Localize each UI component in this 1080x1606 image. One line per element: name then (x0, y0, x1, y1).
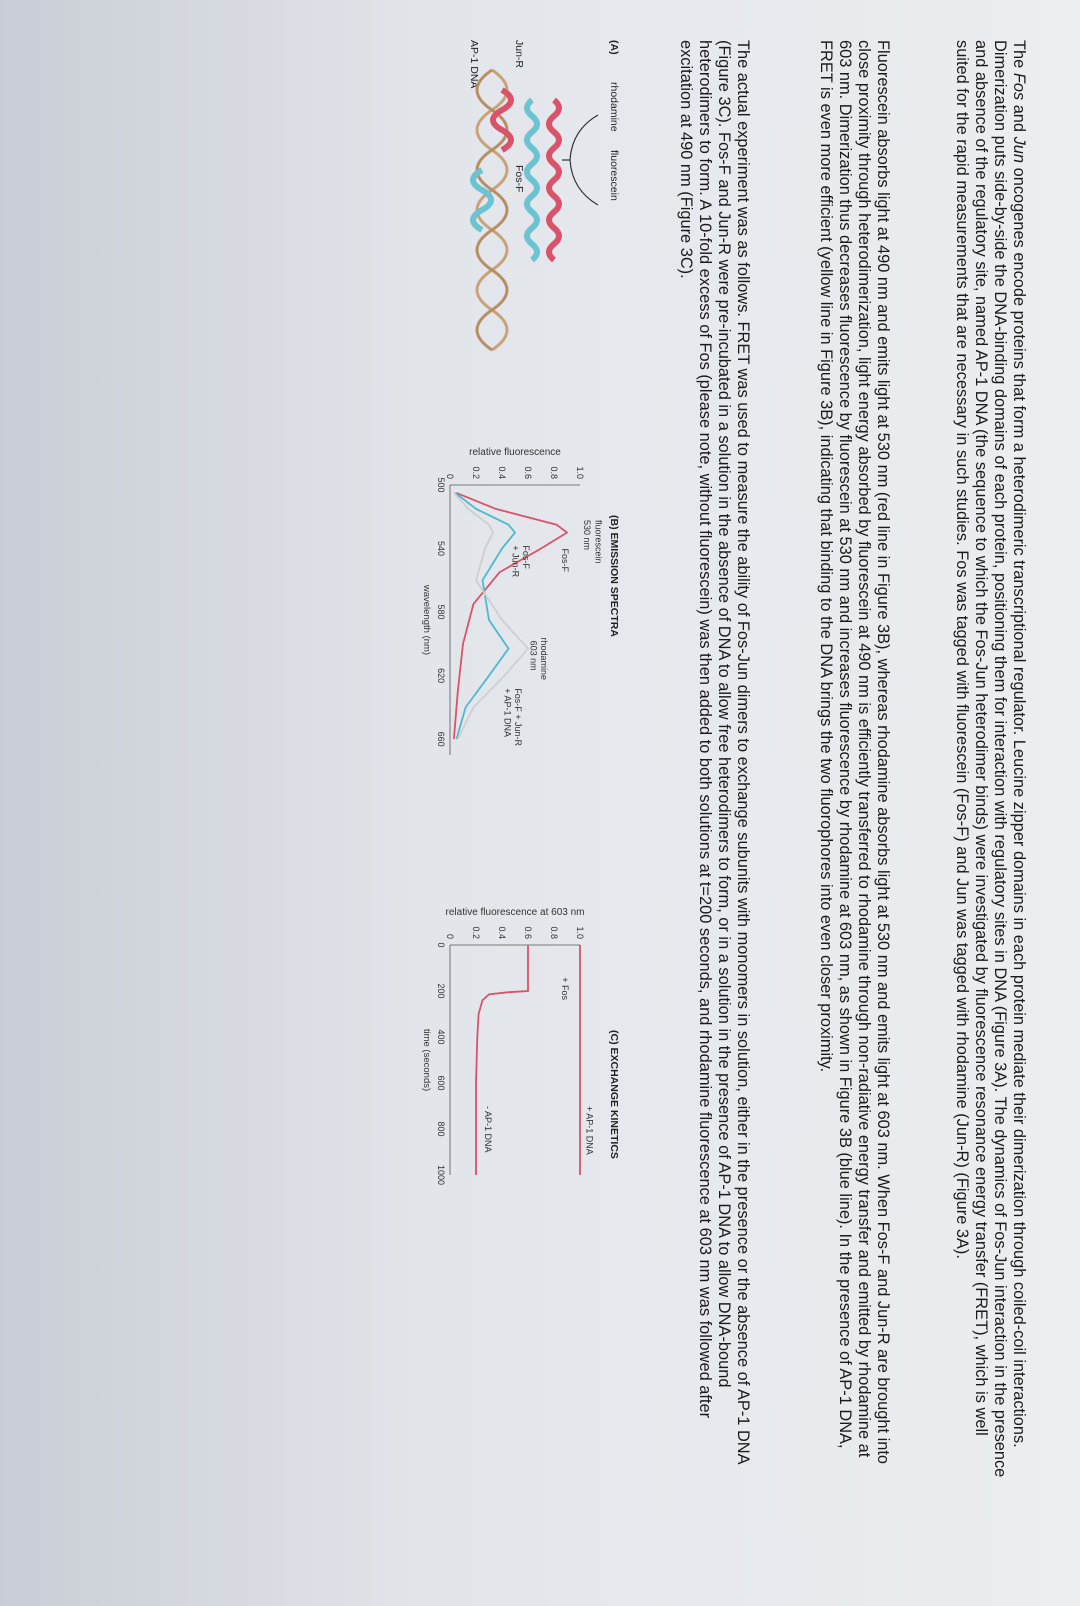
y-tick-label: 0.4 (497, 466, 507, 479)
fos-f-label: Fos-F (513, 165, 525, 193)
ann-fos-jun-1: Fos-F (520, 545, 531, 569)
y-tick-label: 0.6 (523, 926, 533, 939)
rhodamine-label: rhodamine (608, 82, 620, 132)
exchange-kinetics-chart (420, 900, 610, 1200)
x-tick-label: 580 (436, 604, 446, 620)
paragraph-experiment: The actual experiment was as follows. FRET was used to measure the ability of Fos-Jun dimers to exchange subunits with monomers in solution, either in the presence or the absence of AP-1 DNA (Figure 3C). Fos-F and Jun-R were pre-incubated in a solution in the absence of DNA to allow free heterodimers to form, or in a solution in the presence of AP-1 DNA to allow DNA-bound heterodimers to form. A 10-fold excess of Fos (please note, without fluorescein) was then added to both solutions at t=200 seconds, and rhodamine fluorescence at 603 nm was followed after excitation at 490 nm (Figure 3C). (677, 40, 752, 1464)
ann-dna-1: Fos-F + Jun-R (513, 688, 523, 747)
y-axis-label: relative fluorescence at 603 nm (445, 907, 585, 918)
intro-fos-italic: Fos (1010, 72, 1028, 101)
x-tick-label: 600 (436, 1075, 446, 1091)
x-tick-label: 500 (436, 477, 446, 493)
ann-plus-fos: + Fos (559, 977, 570, 1000)
y-axis-label: relative fluorescence (469, 447, 561, 458)
y-tick-label: 0.8 (549, 926, 559, 939)
ann-fluorescein-nm: 530 nm (581, 519, 592, 550)
y-tick-label: 1.0 (575, 466, 585, 479)
ann-dna-2: + AP-1 DNA (502, 688, 513, 738)
x-tick-label: 800 (436, 1121, 446, 1137)
y-tick-label: 0.2 (471, 466, 481, 479)
y-tick-label: 0 (445, 473, 455, 479)
x-tick-label: 1000 (436, 1164, 446, 1186)
y-tick-label: 0.8 (549, 466, 559, 479)
y-tick-label: 1.0 (575, 926, 585, 939)
ap1-dna-label: AP-1 DNA (468, 40, 480, 89)
y-tick-label: 0.6 (523, 466, 533, 479)
intro-jun-italic: Jun (1010, 136, 1028, 164)
y-tick-label: 0.2 (471, 926, 481, 939)
ann-plus-ap1-dna: + AP-1 DNA (584, 1106, 595, 1155)
y-tick-label: 0 (445, 933, 455, 939)
jun-r-label: Jun-R (513, 40, 525, 69)
x-axis-label: wavelength (nm) (421, 584, 432, 656)
paragraph-intro (952, 40, 1028, 1480)
intro-text-3: oncogenes encode proteins that form a heterodimeric transcriptional regulator. Leucine zipper domains in each protein mediate their dimerization through coiled-coil interactions. Dimerization puts side-by-side the DNA-binding domains of each protein, positioning them for interaction with regulatory sites in DNA (Figure 3A). The dynamics of Fos-Jun interaction in the presence and absence of the regulatory site, named AP-1 DNA (the sequence to which the Fos-Jun heterodimer binds) were investigated by fluorescence resonance energy transfer (FRET), which is well suited for the rapid measurements that are necessary in such studies. Fos was tagged with fluorescein (Fos-F) and Jun was tagged with rhodamine (Jun-R) (Figure 3A). (953, 40, 1028, 1478)
emission-spectra-annotations (503, 520, 604, 747)
ann-fos-f: Fos-F (559, 548, 570, 573)
figure-b-title: (B) EMISSION SPECTRA (608, 515, 620, 637)
intro-text-2: and (1010, 100, 1028, 137)
intro-text-1: The (1010, 40, 1028, 73)
ann-minus-ap1-dna: - AP-1 DNA (483, 1106, 494, 1153)
exchange-kinetics-axes (421, 907, 585, 1185)
fluorescein-label: fluorescein (608, 150, 620, 201)
x-axis-label: time (seconds) (421, 1028, 432, 1092)
ann-rhodamine-nm: 603 nm (528, 640, 539, 671)
y-tick-label: 0.4 (497, 926, 507, 939)
x-tick-label: 620 (436, 668, 446, 684)
x-tick-label: 200 (436, 983, 446, 999)
paragraph-fret: Fluorescein absorbs light at 490 nm and emits light at 530 nm (red line in Figure 3B), whereas rhodamine absorbs light at 530 nm and emits light at 603 nm. When Fos-F and Jun-R are brought into close proximity through heterodimerization, light energy absorbed by fluorescein at 490 nm is efficiently transferred to rhodamine through non-radiative energy transfer and emitted by rhodamine at 603 nm. Dimerization thus decreases fluorescence by fluorescein at 530 nm and increases fluorescence by rhodamine at 603 nm, as shown in Figure 3B (blue line). In the presence of AP-1 DNA, FRET is even more efficient (yellow line in Figure 3B), indicating that binding to the DNA brings the two fluorophores into even closer proximity. (817, 40, 892, 1464)
coiled-coil-illustration (432, 60, 602, 380)
x-tick-label: 400 (436, 1029, 446, 1045)
emission-spectra-chart (420, 440, 610, 780)
x-tick-label: 0 (436, 942, 446, 948)
ann-rhodamine: rhodamine (539, 637, 549, 681)
ann-fos-jun-2: + Jun-R (510, 545, 521, 578)
figure-c-title: (C) EXCHANGE KINETICS (608, 1030, 620, 1159)
exchange-kinetics-annotations (483, 977, 594, 1155)
x-tick-label: 660 (436, 731, 446, 747)
x-tick-label: 540 (436, 541, 446, 557)
figure-a-label: (A) (608, 40, 620, 55)
ann-fluorescein: fluorescein (593, 519, 604, 564)
